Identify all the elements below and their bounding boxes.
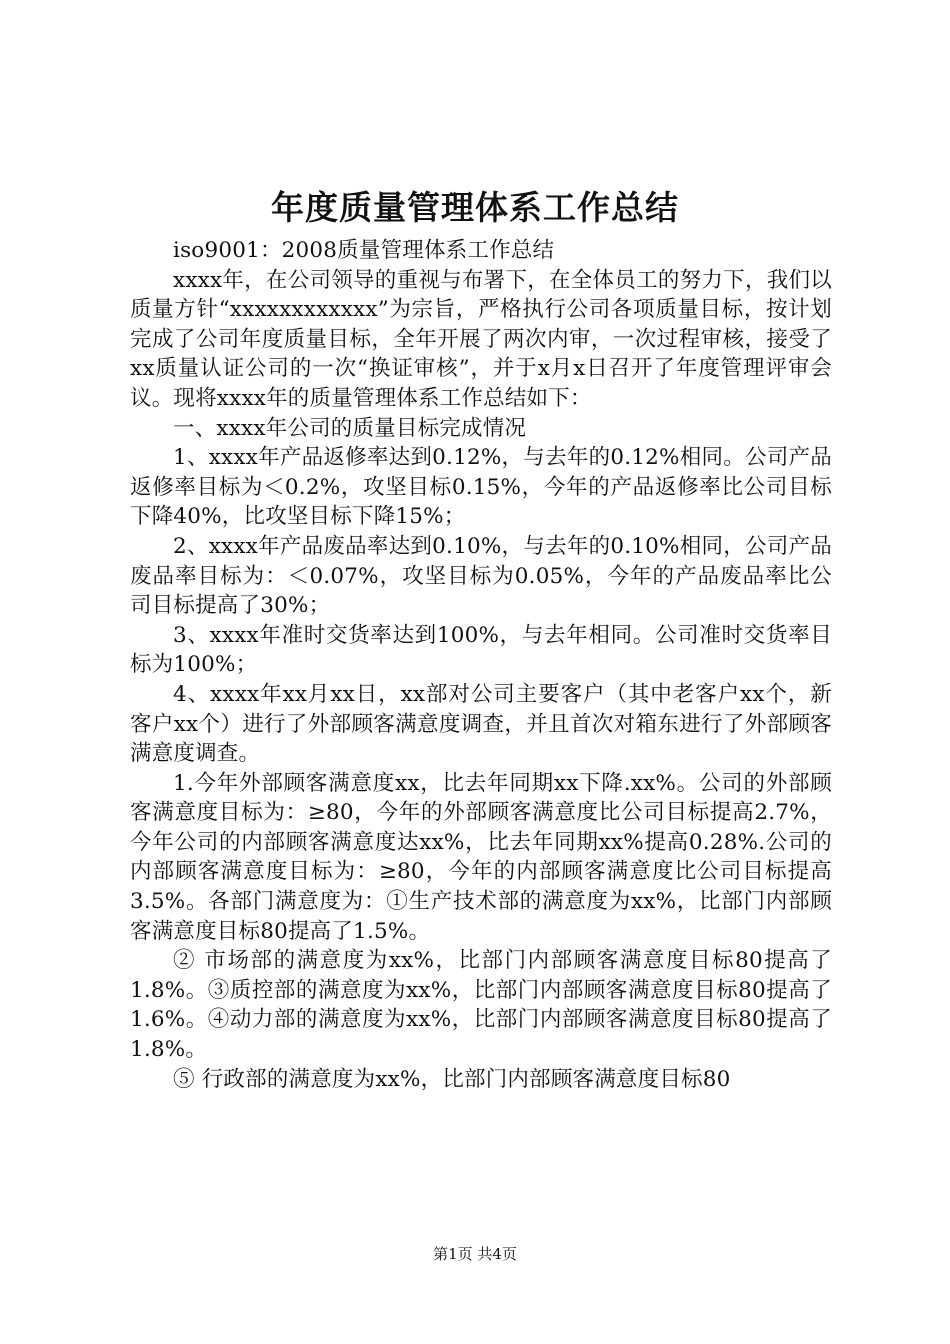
paragraph-item-4: 4、xxxx年xx月xx日，xx部对公司主要客户（其中老客户xx个，新客户xx个）进行了外部顾客满意度调查，并且首次对箱东进行了外部顾客满意度调查。 (130, 681, 832, 767)
paragraph-item-3: 3、xxxx年准时交货率达到100%，与去年相同。公司准时交货率目标为100%； (130, 622, 832, 678)
document-title: 年度质量管理体系工作总结 (271, 188, 679, 227)
paragraph-satisfaction: 1.今年外部顾客满意度xx，比去年同期xx下降.xx%。公司的外部顾客满意度目标为：≥80，今年的外部顾客满意度比公司目标提高2.7%，今年公司的内部顾客满意度达xx%，比去年同期xx%提高0.28%.公司的内部顾客满意度目标为：≥80，今年的内部顾客满意度比公司目标提高3.5%。各部门满意度为：①生产技术部的满意度为xx%，比部门内部顾客满意度目标80提高了1.5%。 (130, 770, 832, 944)
document-body (130, 236, 832, 1094)
paragraph-intro: xxxx年，在公司领导的重视与布署下，在全体员工的努力下，我们以质量方针“xxxxxxxxxxxx”为宗旨，严格执行公司各项质量目标，按计划完成了公司年度质量目标，全年开展了两次内审，一次过程审核，接受了xx质量认证公司的一次“换证审核”，并于x月x日召开了年度管理评审会议。现将xxxx年的质量管理体系工作总结如下： (130, 267, 832, 411)
paragraph-dept-5: ⑤ 行政部的满意度为xx%，比部门内部顾客满意度目标80 (173, 1066, 731, 1092)
paragraph-subtitle: iso9001：2008质量管理体系工作总结 (173, 238, 555, 263)
paragraph-item-1: 1、xxxx年产品返修率达到0.12%，与去年的0.12%相同。公司产品返修率目标为＜0.2%，攻坚目标0.15%，今年的产品返修率比公司目标下降40%，比攻坚目标下降15%； (130, 445, 832, 530)
paragraph-section-heading: 一、xxxx年公司的质量目标完成情况 (173, 415, 527, 441)
page-footer: 第1页 共4页 (433, 1245, 517, 1263)
paragraph-item-2: 2、xxxx年产品废品率达到0.10%，与去年的0.10%相同，公司产品废品率目标为：＜0.07%，攻坚目标为0.05%，今年的产品废品率比公司目标提高了30%； (130, 533, 832, 619)
paragraph-dept-2-4: ② 市场部的满意度为xx%，比部门内部顾客满意度目标80提高了1.8%。③质控部的满意度为xx%，比部门内部顾客满意度目标80提高了1.6%。④动力部的满意度为xx%，比部门内部顾客满意度目标80提高了1.8%。 (130, 948, 832, 1063)
